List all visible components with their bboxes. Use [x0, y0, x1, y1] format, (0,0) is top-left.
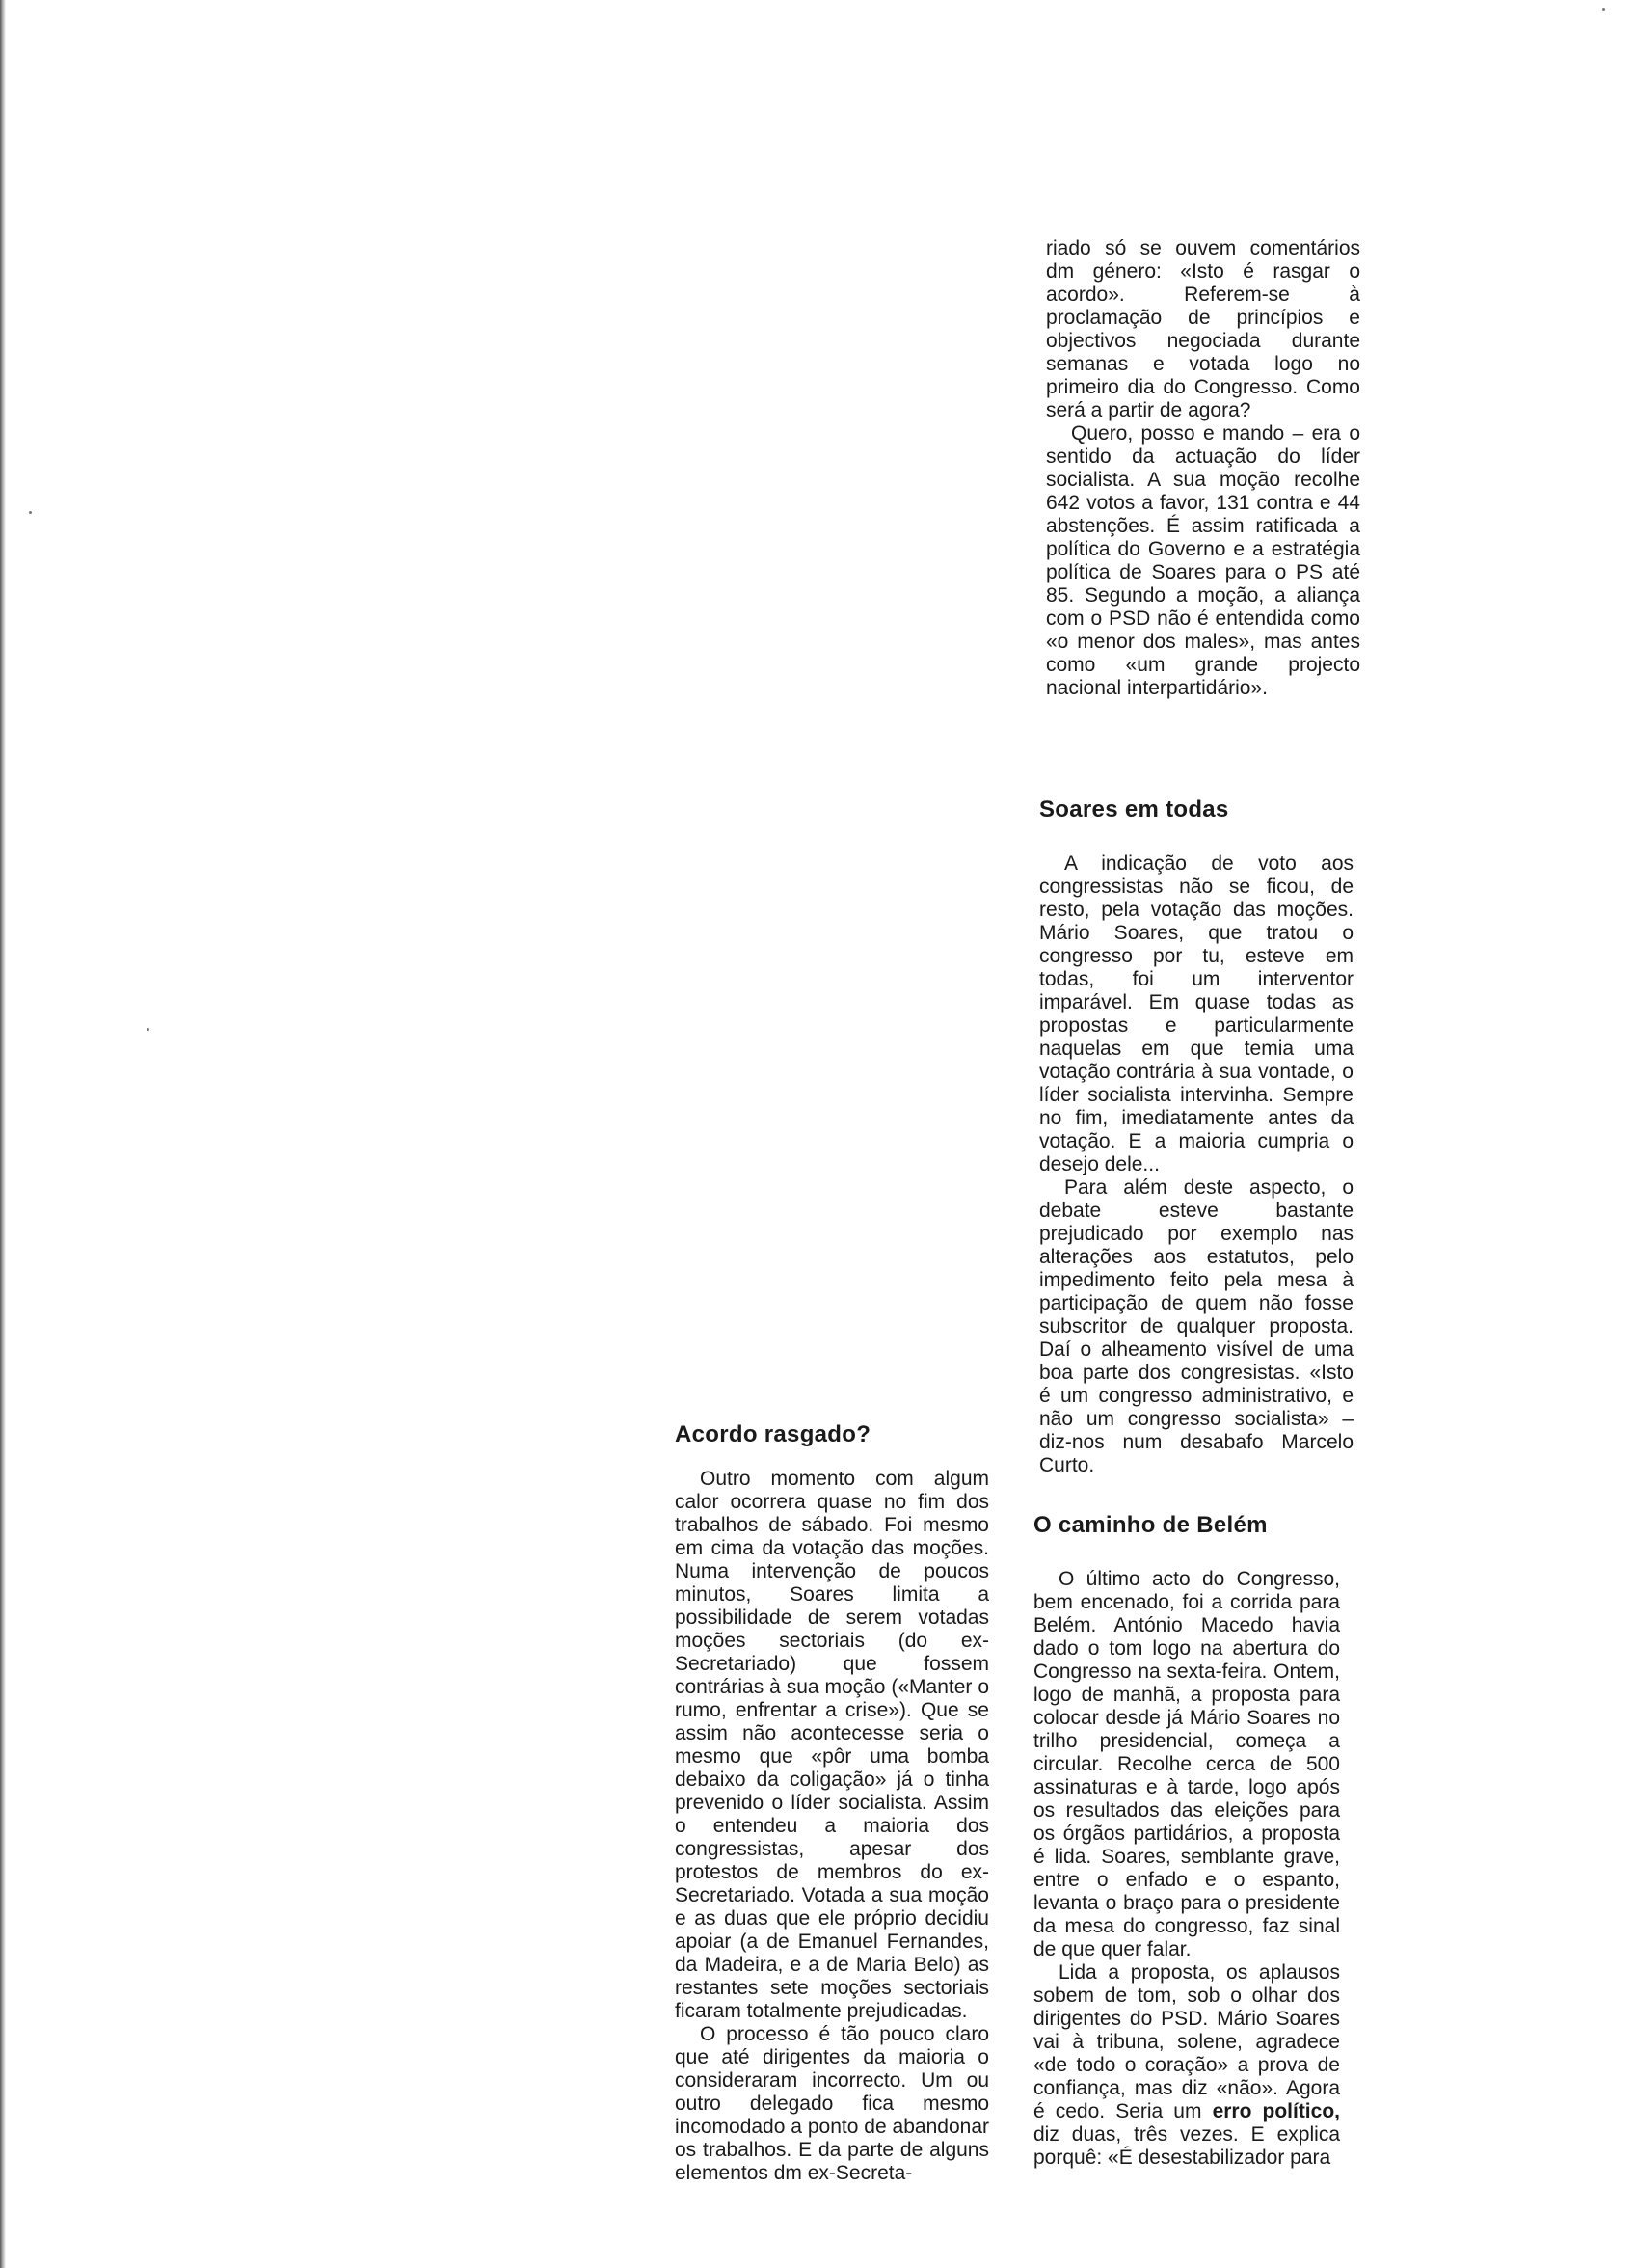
paragraph: riado só se ouvem comentários dm género: «Isto é rasgar o acordo». Referem-se à proclamação de princípios e objectivos negociada durante semanas e votada logo no primeiro dia do Congresso. Como será a partir de agora?	[1046, 237, 1360, 421]
section-heading: Soares em todas	[1039, 796, 1229, 823]
scan-speck	[29, 511, 32, 514]
paragraph: Para além deste aspecto, o debate esteve bastante prejudicado por exemplo nas alterações aos estatutos, pelo impedimento feito pela mesa à participação de quem não fosse subscritor de qualquer proposta. Daí o alheamento visível de uma boa parte dos congresistas. «Isto é um congresso administrativo, e não um congresso socialista» – diz-nos num desabafo Marcelo Curto.	[1039, 1176, 1354, 1476]
section-heading: O caminho de Belém	[1033, 1512, 1268, 1538]
section-acordo-rasgado	[675, 1421, 989, 2185]
section-caminho-de-belem	[1033, 1512, 1340, 2170]
scan-edge	[0, 0, 6, 2268]
column-right-top	[1046, 237, 1360, 700]
section-heading: Acordo rasgado?	[675, 1421, 871, 1447]
scan-speck	[1602, 8, 1605, 11]
paragraph: O último acto do Congresso, bem encenado, foi a corrida para Belém. António Macedo havia dado o tom logo na abertura do Congresso na sexta-feira. Ontem, logo de manhã, a proposta para colocar desde já Mário Soares no trilho presidencial, começa a circular. Recolhe cerca de 500 assinaturas e à tarde, logo após os resultados das eleições para os órgãos partidários, a proposta é lida. Soares, semblante grave, entre o enfado e o espanto, levanta o braço para o presidente da mesa do congresso, faz sinal de que quer falar.	[1033, 1568, 1340, 1960]
paragraph: Outro momento com algum calor ocorrera quase no fim dos trabalhos de sábado. Foi mesmo em cima da votação das moções. Numa intervenção de poucos minutos, Soares limita a possibilidade de serem votadas moções sectoriais (do ex-Secretariado) que fossem contrárias à sua moção («Manter o rumo, enfrentar a crise»). Que se assim não acontecesse seria o mesmo que «pôr uma bomba debaixo da coligação» já o tinha prevenido o líder socialista. Assim o entendeu a maioria dos congressistas, apesar dos protestos de membros do ex-Secretariado. Votada a sua moção e as duas que ele próprio decidiu apoiar (a de Emanuel Fernandes, da Madeira, e a de Maria Belo) as restantes sete moções sectoriais ficaram totalmente prejudicadas.	[675, 1468, 989, 2022]
paragraph	[1033, 1961, 1340, 2170]
paragraph: O processo é tão pouco claro que até dirigentes da maioria o consideraram incorrecto. Um ou outro delegado fica mesmo incomodado a ponto de abandonar os trabalhos. E da parte de alguns elementos dm ex-Secreta-	[675, 2023, 989, 2184]
paragraph-text: diz duas, três vezes. E explica porquê: «É desestabilizador para	[1033, 2123, 1340, 2169]
section-soares-em-todas	[1039, 796, 1354, 1477]
paragraph: A indicação de voto aos congressistas não se ficou, de resto, pela votação das moções. Mário Soares, que tratou o congresso por tu, esteve em todas, foi um interventor imparável. Em quase todas as propostas e particularmente naquelas em que temia uma votação contrária à sua vontade, o líder socialista intervinha. Sempre no fim, imediatamente antes da votação. E a maioria cumpria o desejo dele...	[1039, 852, 1354, 1175]
scan-speck	[147, 1028, 149, 1031]
bold-phrase: erro político,	[1212, 2100, 1340, 2122]
paragraph: Quero, posso e mando – era o sentido da actuação do líder socialista. A sua moção recolhe 642 votos a favor, 131 contra e 44 abstenções. É assim ratificada a política do Governo e a estratégia política de Soares para o PS até 85. Segundo a moção, a aliança com o PSD não é entendida como «o menor dos males», mas antes como «um grande projecto nacional interpartidário».	[1046, 422, 1360, 699]
paragraph-text: Lida a proposta, os aplausos sobem de tom, sob o olhar dos dirigentes do PSD. Mário Soares vai à tribuna, solene, agradece «de todo o coração» a prova de confiança, mas diz «não». Agora é cedo. Seria um	[1033, 1961, 1340, 2122]
